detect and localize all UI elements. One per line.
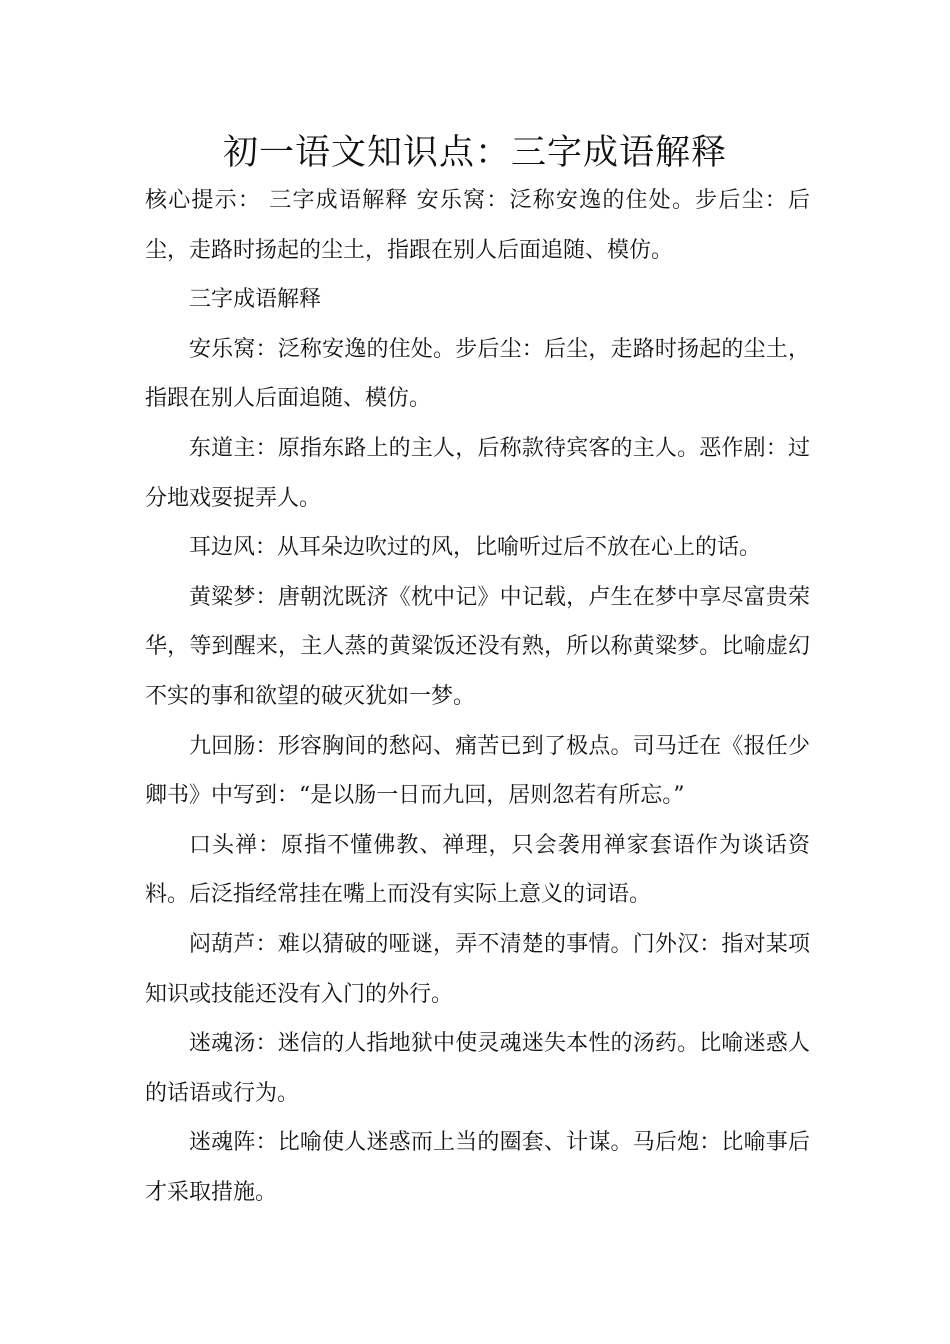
paragraph-summary: 核心提示： 三字成语解释 安乐窝：泛称安逸的住处。步后尘：后尘，走路时扬起的尘土，指跟在别人后面追随、模仿。 [145,188,810,263]
paragraph-mihunzhen: 迷魂阵：比喻使人迷惑而上当的圈套、计谋。马后炮：比喻事后才采取措施。 [145,1130,810,1205]
paragraph-koutouchan: 口头禅：原指不懂佛教、禅理，只会袭用禅家套语作为谈话资料。后泛指经常挂在嘴上而没有实际上意义的词语。 [145,832,810,908]
paragraph-jiuhuichang: 九回肠：形容胸间的愁闷、痛苦已到了极点。司马迁在《报任少卿书》中写到：“是以肠一日而九回，居则忽若有所忘。” [145,733,810,809]
page-title: 初一语文知识点：三字成语解释 [222,133,727,173]
paragraph-mihuntang: 迷魂汤：迷信的人指地狱中使灵魂迷失本性的汤药。比喻迷惑人的话语或行为。 [145,1031,810,1106]
paragraph-heading: 三字成语解释 [189,287,322,313]
paragraph-dongdaozhu: 东道主：原指东路上的主人，后称款待宾客的主人。恶作剧：过分地戏耍捉弄人。 [145,435,810,511]
paragraph-erbianfeng: 耳边风：从耳朵边吹过的风，比喻听过后不放在心上的话。 [189,535,762,561]
paragraph-anlewo: 安乐窝：泛称安逸的住处。步后尘：后尘，走路时扬起的尘土，指跟在别人后面追随、模仿。 [145,336,810,412]
paragraph-menhulu: 闷葫芦：难以猜破的哑谜，弄不清楚的事情。门外汉：指对某项知识或技能还没有入门的外行。 [145,931,810,1007]
paragraph-huangliangmeng: 黄粱梦：唐朝沈既济《枕中记》中记载，卢生在梦中享尽富贵荣华，等到醒来，主人蒸的黄粱饭还没有熟，所以称黄粱梦。比喻虚幻不实的事和欲望的破灭犹如一梦。 [145,584,810,709]
document-body [145,176,810,1217]
